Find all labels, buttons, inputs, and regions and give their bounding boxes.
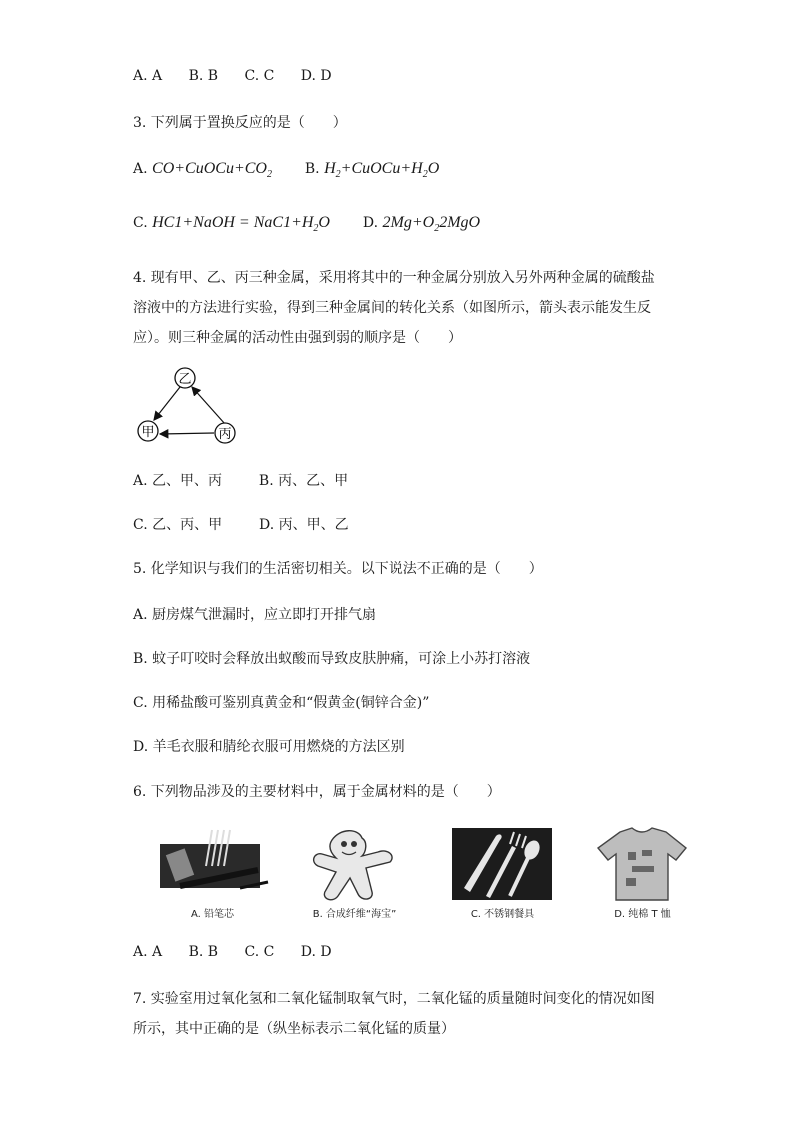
q6-caption-c: C. 不锈钢餐具 bbox=[470, 909, 535, 920]
q6-picture-a bbox=[150, 826, 275, 922]
q4-options-row2 bbox=[133, 514, 349, 534]
q5-option-d: D. 羊毛衣服和腈纶衣服可用燃烧的方法区别 bbox=[133, 739, 405, 755]
q5-option-a: A. 厨房煤气泄漏时，应立即打开排气扇 bbox=[133, 607, 377, 623]
arrow-bing-to-jia bbox=[160, 433, 214, 434]
q2-option-c: C. C bbox=[244, 68, 275, 84]
q4-options-row1 bbox=[133, 470, 348, 490]
node-bing-label: 丙 bbox=[218, 427, 232, 442]
cutlery-image bbox=[440, 826, 565, 906]
node-yi-label: 乙 bbox=[178, 372, 192, 387]
q5-stem: 5. 化学知识与我们的生活密切相关。以下说法不正确的是（ ） bbox=[133, 561, 543, 577]
tshirt-image bbox=[580, 826, 705, 906]
q3-option-d-label: D. bbox=[362, 215, 379, 231]
q6-picture-b bbox=[292, 826, 417, 922]
q6-picture-d bbox=[580, 826, 705, 922]
q3-option-b-formula: $H_2+CuOCu+H_2O$ bbox=[324, 160, 440, 181]
q5-option-b: B. 蚊子叮咬时会释放出蚁酸而导致皮肤肿痛，可涂上小苏打溶液 bbox=[133, 651, 531, 667]
q4-option-c: C. 乙、丙、甲 bbox=[133, 517, 223, 533]
q6-option-c: C. C bbox=[244, 944, 275, 960]
q6-caption-d: D. 纯棉 T 恤 bbox=[614, 909, 671, 920]
diagram-svg bbox=[128, 360, 248, 450]
q4-option-b: B. 丙、乙、甲 bbox=[258, 473, 349, 489]
q3-option-a-formula: $CO+CuOCu+CO_2$ bbox=[152, 160, 272, 181]
q3-stem: 3. 下列属于置换反应的是（ ） bbox=[133, 115, 347, 131]
q3-option-c-formula: HC1+NaOH = $NaC1+H_2O$ bbox=[152, 214, 330, 235]
q3-option-d-formula: $2Mg+O_22MgO$ bbox=[382, 214, 481, 235]
q4-stem-line1: 4. 现有甲、乙、丙三种金属，采用将其中的一种金属分别放入另外两种金属的硫酸盐 bbox=[133, 270, 655, 286]
q5-option-c: C. 用稀盐酸可鉴别真黄金和“假黄金(铜锌合金)” bbox=[133, 695, 430, 711]
q2-option-d: D. D bbox=[300, 68, 332, 84]
q6-caption-b: B. 合成纤维“海宝” bbox=[312, 909, 397, 920]
metal-reaction-diagram bbox=[128, 360, 248, 450]
q6-options bbox=[133, 944, 332, 960]
q3-option-a-label: A. bbox=[133, 161, 148, 177]
haibao-mascot-image bbox=[292, 826, 417, 906]
arrow-bing-to-yi bbox=[192, 387, 225, 424]
arrow-yi-to-jia bbox=[154, 387, 180, 420]
node-jia-label: 甲 bbox=[141, 425, 155, 440]
pencil-lead-image bbox=[150, 826, 275, 906]
q3-options-row1 bbox=[133, 160, 439, 180]
q6-picture-c bbox=[440, 826, 565, 922]
q6-caption-a: A. 铅笔芯 bbox=[190, 909, 235, 920]
q6-pictures bbox=[150, 826, 710, 922]
q7-stem-line1: 7. 实验室用过氧化氢和二氧化锰制取氧气时，二氧化锰的质量随时间变化的情况如图 bbox=[133, 991, 655, 1007]
q6-option-a: A. A bbox=[133, 944, 163, 960]
q3-option-b-label: B. bbox=[304, 161, 320, 177]
q7-stem-line2: 所示，其中正确的是（纵坐标表示二氧化锰的质量） bbox=[133, 1021, 455, 1037]
q4-stem-line2: 溶液中的方法进行实验，得到三种金属间的转化关系（如图所示，箭头表示能发生反 bbox=[133, 300, 651, 316]
q2-option-a: A. A bbox=[133, 68, 163, 84]
q4-option-a: A. 乙、甲、丙 bbox=[133, 473, 223, 489]
q4-option-d: D. 丙、甲、乙 bbox=[259, 517, 349, 533]
q6-stem: 6. 下列物品涉及的主要材料中，属于金属材料的是（ ） bbox=[133, 784, 501, 800]
q2-option-b: B. B bbox=[188, 68, 219, 84]
q6-option-b: B. B bbox=[188, 944, 219, 960]
q3-option-c-label: C. bbox=[133, 215, 148, 231]
q3-options-row2 bbox=[133, 214, 480, 234]
q6-option-d: D. D bbox=[300, 944, 332, 960]
q2-options bbox=[133, 68, 332, 84]
q4-stem-line3: 应）。则三种金属的活动性由强到弱的顺序是（ ） bbox=[133, 330, 462, 346]
